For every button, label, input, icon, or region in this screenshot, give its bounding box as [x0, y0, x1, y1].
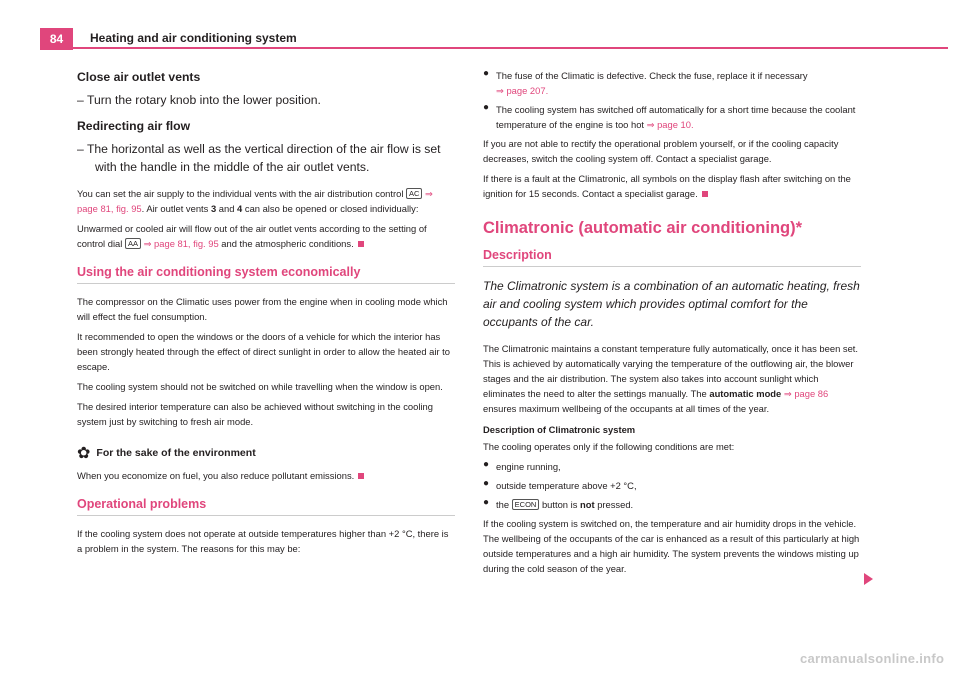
econ-heading: Using the air conditioning system economically: [77, 265, 455, 284]
flower-icon: ✿: [77, 445, 91, 462]
econ-paragraph-4: The desired interior temperature can also be achieved without switching in the cooling system just by switching to fresh air mode.: [77, 401, 433, 427]
environment-text: When you economize on fuel, you also reduce pollutant emissions.: [77, 468, 455, 483]
operational-paragraph: If the cooling system does not operate at outside temperatures higher than +2 °C, there is a problem in the system. The reasons for this may be:: [77, 528, 449, 554]
right-column: [483, 68, 861, 581]
vents-paragraph-1: You can set the air supply to the individual vents with the air distribution control AC ⇒ page 81, fig. 95. Air outlet vents 3 and 4 can also be opened or closed individually:: [77, 188, 433, 214]
watermark: carmanualsonline.info: [800, 651, 945, 666]
list-item: ● The cooling system has switched off automatically for a short time because the coolant temperature of the engine is too hot ⇒ page 10.: [483, 102, 856, 130]
vents-paragraph-2: Unwarmed or cooled air will flow out of the air outlet vents according to the setting of control dial AA ⇒ page 81, fig. 95 and the atmospheric conditions.: [77, 223, 427, 249]
description-heading: Description: [483, 248, 861, 267]
fix-paragraph: If you are not able to rectify the operational problem yourself, or if the cooling capacity decreases, switch the cooling system off. Contact a specialist garage.: [483, 138, 839, 164]
econ-paragraph-2: It recommended to open the windows or the doors of a vehicle for which the interior has been strongly heated through the effect of direct sunlight in order to allow the heated air to escape.: [77, 331, 450, 372]
redirect-step: – The horizontal as well as the vertical direction of the air flow is set with the handle in the middle of the air outlet vents.: [77, 142, 441, 174]
econ-paragraph-1: The compressor on the Climatic uses power from the engine when in cooling mode which will effect the fuel consumption.: [77, 296, 448, 322]
header-rule: [40, 47, 948, 49]
list-item: ● The fuse of the Climatic is defective. Check the fuse, replace it if necessary ⇒ page 207.: [483, 68, 808, 96]
link-page-10[interactable]: ⇒ page 10.: [646, 119, 694, 130]
control-tag-aa: AA: [125, 238, 141, 249]
list-item: ● the ECON button is not pressed.: [483, 497, 634, 510]
final-paragraph: If the cooling system is switched on, the temperature and air humidity drops in the vehicle. The wellbeing of the occupants of the car is enhanced as a result of this particularly at high outside temperatures and a high air humidity. The system prevents the windows misting up during the cold season of the year.: [483, 518, 860, 574]
redirect-title: Redirecting air flow: [77, 119, 191, 133]
list-item: ● outside temperature above +2 °C,: [483, 478, 637, 491]
body-paragraph: The Climatronic maintains a constant temperature fully automatically, once it has been set. This is achieved by automatically varying the temperature of the outflowing air, the blower stages and the air distribution. The system also takes into account sunlight which eliminates the need to alter the settings manually. The automatic mode ⇒ page 86 ensures maximum wellbeing of the occupants at all times of the year.: [483, 343, 859, 414]
link-page-86[interactable]: ⇒ page 86: [783, 388, 829, 399]
fault-paragraph: If there is a fault at the Climatronic, all symbols on the display flash after switching on the ignition for 15 seconds. Contact a specialist garage.: [483, 173, 851, 199]
desc-system-title: Description of Climatronic system: [483, 424, 636, 435]
next-page-arrow-icon[interactable]: [864, 573, 873, 585]
econ-paragraph-3: The cooling system should not be switched on while travelling when the window is open.: [77, 381, 443, 392]
econ-button-tag: ECON: [512, 499, 540, 510]
close-vents-title: Close air outlet vents: [77, 70, 201, 84]
link-fig-95[interactable]: ⇒ page 81, fig. 95: [77, 188, 433, 214]
section-end-marker: [358, 473, 364, 479]
climatronic-heading: Climatronic (automatic air conditioning)*: [483, 219, 803, 237]
chapter-title: Heating and air conditioning system: [90, 31, 297, 45]
close-vents-step: – Turn the rotary knob into the lower position.: [77, 93, 321, 107]
desc-system-intro: The cooling operates only if the following conditions are met:: [483, 441, 735, 452]
page-number: 84: [40, 28, 73, 50]
control-tag-ac: AC: [406, 188, 422, 199]
link-page-207[interactable]: ⇒ page 207.: [496, 85, 549, 96]
link-fig-95-b[interactable]: ⇒ page 81, fig. 95: [143, 238, 219, 249]
intro-paragraph: The Climatronic system is a combination of an automatic heating, fresh air and cooling system which provides optimal comfort for the occupants of the car.: [483, 279, 860, 329]
environment-title: ✿ For the sake of the environment: [77, 445, 256, 462]
left-column: [77, 68, 455, 561]
list-item: ● engine running,: [483, 459, 561, 472]
section-end-marker: [702, 191, 708, 197]
section-end-marker: [358, 241, 364, 247]
operational-problems-heading: Operational problems: [77, 497, 455, 516]
